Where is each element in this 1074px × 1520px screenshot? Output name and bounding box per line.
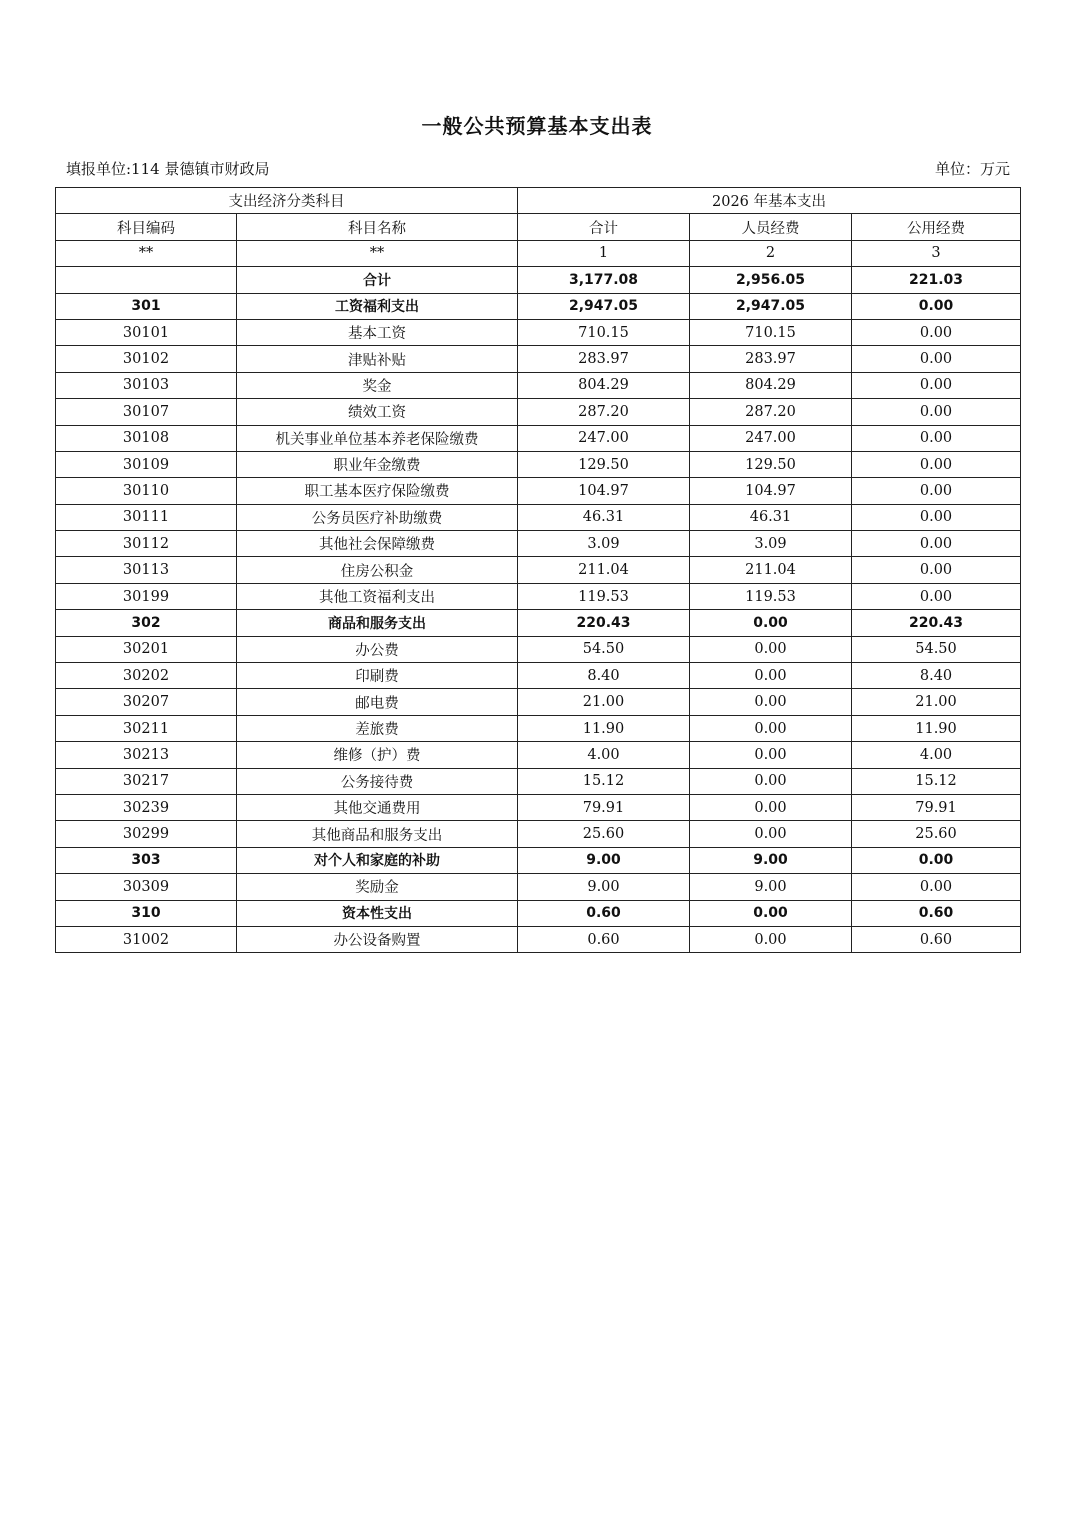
table-row bbox=[56, 425, 1021, 451]
cell-total: 25.60 bbox=[518, 821, 690, 847]
currency-unit: 单位：万元 bbox=[934, 160, 1010, 178]
cell-code: 310 bbox=[56, 900, 237, 926]
cell-personnel: 0.00 bbox=[690, 610, 852, 636]
table-row bbox=[56, 847, 1021, 873]
cell-personnel: 104.97 bbox=[690, 478, 852, 504]
cell-name: 其他交通费用 bbox=[237, 794, 518, 820]
cell-personnel: 0.00 bbox=[690, 768, 852, 794]
index-cell-name: ** bbox=[237, 240, 518, 266]
table-row bbox=[56, 478, 1021, 504]
cell-total: 21.00 bbox=[518, 689, 690, 715]
cell-public: 11.90 bbox=[852, 715, 1021, 741]
cell-personnel: 0.00 bbox=[690, 742, 852, 768]
cell-personnel: 0.00 bbox=[690, 689, 852, 715]
cell-code: 30201 bbox=[56, 636, 237, 662]
cell-total: 54.50 bbox=[518, 636, 690, 662]
table-row bbox=[56, 267, 1021, 293]
table-row bbox=[56, 451, 1021, 477]
cell-public: 25.60 bbox=[852, 821, 1021, 847]
cell-name: 奖金 bbox=[237, 372, 518, 398]
cell-code: 30309 bbox=[56, 874, 237, 900]
header-group-basic-expenditure: 2026 年基本支出 bbox=[518, 188, 1021, 214]
cell-name: 工资福利支出 bbox=[237, 293, 518, 319]
cell-public: 0.00 bbox=[852, 531, 1021, 557]
cell-total: 79.91 bbox=[518, 794, 690, 820]
cell-public: 0.00 bbox=[852, 346, 1021, 372]
cell-name: 绩效工资 bbox=[237, 399, 518, 425]
column-header-code: 科目编码 bbox=[56, 214, 237, 240]
cell-total: 4.00 bbox=[518, 742, 690, 768]
table-row bbox=[56, 293, 1021, 319]
cell-public: 0.00 bbox=[852, 293, 1021, 319]
cell-code: 30110 bbox=[56, 478, 237, 504]
cell-code: 30217 bbox=[56, 768, 237, 794]
cell-public: 21.00 bbox=[852, 689, 1021, 715]
table-row bbox=[56, 742, 1021, 768]
cell-code bbox=[56, 267, 237, 293]
table-row bbox=[56, 689, 1021, 715]
cell-code: 30113 bbox=[56, 557, 237, 583]
cell-total: 8.40 bbox=[518, 663, 690, 689]
cell-personnel: 0.00 bbox=[690, 821, 852, 847]
cell-personnel: 247.00 bbox=[690, 425, 852, 451]
cell-public: 0.00 bbox=[852, 425, 1021, 451]
cell-name: 办公费 bbox=[237, 636, 518, 662]
cell-code: 302 bbox=[56, 610, 237, 636]
cell-public: 0.00 bbox=[852, 557, 1021, 583]
cell-total: 46.31 bbox=[518, 504, 690, 530]
index-cell-personnel: 2 bbox=[690, 240, 852, 266]
cell-name: 对个人和家庭的补助 bbox=[237, 847, 518, 873]
cell-public: 0.60 bbox=[852, 926, 1021, 952]
table-row bbox=[56, 874, 1021, 900]
cell-public: 0.00 bbox=[852, 874, 1021, 900]
cell-code: 30109 bbox=[56, 451, 237, 477]
cell-name: 其他工资福利支出 bbox=[237, 583, 518, 609]
cell-name: 基本工资 bbox=[237, 319, 518, 345]
cell-public: 0.00 bbox=[852, 478, 1021, 504]
cell-total: 11.90 bbox=[518, 715, 690, 741]
cell-total: 804.29 bbox=[518, 372, 690, 398]
table-row bbox=[56, 794, 1021, 820]
cell-name: 其他商品和服务支出 bbox=[237, 821, 518, 847]
header-columns-row bbox=[56, 214, 1021, 240]
cell-name: 差旅费 bbox=[237, 715, 518, 741]
table-row bbox=[56, 372, 1021, 398]
cell-public: 0.00 bbox=[852, 451, 1021, 477]
cell-personnel: 2,956.05 bbox=[690, 267, 852, 293]
cell-public: 0.60 bbox=[852, 900, 1021, 926]
cell-name: 公务员医疗补助缴费 bbox=[237, 504, 518, 530]
cell-total: 2,947.05 bbox=[518, 293, 690, 319]
cell-total: 129.50 bbox=[518, 451, 690, 477]
cell-personnel: 9.00 bbox=[690, 847, 852, 873]
table-row bbox=[56, 926, 1021, 952]
index-cell-total: 1 bbox=[518, 240, 690, 266]
table-row bbox=[56, 610, 1021, 636]
cell-name: 津贴补贴 bbox=[237, 346, 518, 372]
column-header-total: 合计 bbox=[518, 214, 690, 240]
cell-personnel: 287.20 bbox=[690, 399, 852, 425]
index-cell-public: 3 bbox=[852, 240, 1021, 266]
cell-name: 奖励金 bbox=[237, 874, 518, 900]
cell-code: 30299 bbox=[56, 821, 237, 847]
column-header-public: 公用经费 bbox=[852, 214, 1021, 240]
cell-public: 15.12 bbox=[852, 768, 1021, 794]
cell-name: 住房公积金 bbox=[237, 557, 518, 583]
cell-code: 30207 bbox=[56, 689, 237, 715]
cell-personnel: 211.04 bbox=[690, 557, 852, 583]
header-group-row bbox=[56, 188, 1021, 214]
table-row bbox=[56, 319, 1021, 345]
cell-name: 合计 bbox=[237, 267, 518, 293]
cell-total: 3,177.08 bbox=[518, 267, 690, 293]
cell-code: 303 bbox=[56, 847, 237, 873]
cell-name: 职业年金缴费 bbox=[237, 451, 518, 477]
table-row bbox=[56, 399, 1021, 425]
cell-public: 0.00 bbox=[852, 583, 1021, 609]
cell-personnel: 0.00 bbox=[690, 900, 852, 926]
table-row bbox=[56, 768, 1021, 794]
cell-personnel: 0.00 bbox=[690, 636, 852, 662]
table-body bbox=[56, 188, 1021, 953]
cell-personnel: 0.00 bbox=[690, 794, 852, 820]
cell-code: 30101 bbox=[56, 319, 237, 345]
cell-personnel: 710.15 bbox=[690, 319, 852, 345]
cell-total: 9.00 bbox=[518, 847, 690, 873]
cell-total: 0.60 bbox=[518, 926, 690, 952]
table-row bbox=[56, 531, 1021, 557]
cell-public: 4.00 bbox=[852, 742, 1021, 768]
cell-code: 30103 bbox=[56, 372, 237, 398]
cell-code: 30239 bbox=[56, 794, 237, 820]
cell-personnel: 804.29 bbox=[690, 372, 852, 398]
cell-name: 办公设备购置 bbox=[237, 926, 518, 952]
cell-name: 邮电费 bbox=[237, 689, 518, 715]
cell-name: 机关事业单位基本养老保险缴费 bbox=[237, 425, 518, 451]
cell-code: 30111 bbox=[56, 504, 237, 530]
cell-personnel: 119.53 bbox=[690, 583, 852, 609]
cell-name: 公务接待费 bbox=[237, 768, 518, 794]
cell-code: 30213 bbox=[56, 742, 237, 768]
budget-table bbox=[55, 187, 1021, 953]
cell-public: 54.50 bbox=[852, 636, 1021, 662]
cell-code: 30211 bbox=[56, 715, 237, 741]
table-row bbox=[56, 821, 1021, 847]
table-row bbox=[56, 504, 1021, 530]
table-row bbox=[56, 715, 1021, 741]
cell-total: 287.20 bbox=[518, 399, 690, 425]
page-title: 一般公共预算基本支出表 bbox=[421, 114, 653, 138]
cell-public: 220.43 bbox=[852, 610, 1021, 636]
cell-code: 30102 bbox=[56, 346, 237, 372]
cell-name: 商品和服务支出 bbox=[237, 610, 518, 636]
cell-public: 221.03 bbox=[852, 267, 1021, 293]
cell-personnel: 129.50 bbox=[690, 451, 852, 477]
cell-personnel: 0.00 bbox=[690, 663, 852, 689]
cell-public: 79.91 bbox=[852, 794, 1021, 820]
cell-personnel: 3.09 bbox=[690, 531, 852, 557]
cell-public: 8.40 bbox=[852, 663, 1021, 689]
table-row bbox=[56, 900, 1021, 926]
table-row bbox=[56, 583, 1021, 609]
cell-total: 283.97 bbox=[518, 346, 690, 372]
cell-total: 119.53 bbox=[518, 583, 690, 609]
cell-personnel: 0.00 bbox=[690, 926, 852, 952]
header-index-row bbox=[56, 240, 1021, 266]
column-header-name: 科目名称 bbox=[237, 214, 518, 240]
cell-name: 资本性支出 bbox=[237, 900, 518, 926]
cell-code: 301 bbox=[56, 293, 237, 319]
header-group-economic-category: 支出经济分类科目 bbox=[56, 188, 518, 214]
cell-name: 其他社会保障缴费 bbox=[237, 531, 518, 557]
cell-personnel: 283.97 bbox=[690, 346, 852, 372]
cell-personnel: 2,947.05 bbox=[690, 293, 852, 319]
column-header-personnel: 人员经费 bbox=[690, 214, 852, 240]
cell-code: 30107 bbox=[56, 399, 237, 425]
reporting-unit: 填报单位:114 景德镇市财政局 bbox=[66, 160, 270, 178]
cell-total: 15.12 bbox=[518, 768, 690, 794]
cell-code: 31002 bbox=[56, 926, 237, 952]
cell-total: 3.09 bbox=[518, 531, 690, 557]
cell-name: 职工基本医疗保险缴费 bbox=[237, 478, 518, 504]
cell-name: 印刷费 bbox=[237, 663, 518, 689]
cell-total: 710.15 bbox=[518, 319, 690, 345]
cell-code: 30199 bbox=[56, 583, 237, 609]
cell-code: 30108 bbox=[56, 425, 237, 451]
cell-code: 30112 bbox=[56, 531, 237, 557]
cell-total: 104.97 bbox=[518, 478, 690, 504]
cell-total: 220.43 bbox=[518, 610, 690, 636]
cell-public: 0.00 bbox=[852, 319, 1021, 345]
table-row bbox=[56, 636, 1021, 662]
cell-public: 0.00 bbox=[852, 372, 1021, 398]
cell-personnel: 9.00 bbox=[690, 874, 852, 900]
table-row bbox=[56, 346, 1021, 372]
cell-personnel: 46.31 bbox=[690, 504, 852, 530]
cell-total: 9.00 bbox=[518, 874, 690, 900]
cell-public: 0.00 bbox=[852, 504, 1021, 530]
table-row bbox=[56, 663, 1021, 689]
cell-code: 30202 bbox=[56, 663, 237, 689]
cell-name: 维修（护）费 bbox=[237, 742, 518, 768]
cell-total: 211.04 bbox=[518, 557, 690, 583]
cell-total: 247.00 bbox=[518, 425, 690, 451]
cell-public: 0.00 bbox=[852, 399, 1021, 425]
cell-personnel: 0.00 bbox=[690, 715, 852, 741]
cell-total: 0.60 bbox=[518, 900, 690, 926]
table-row bbox=[56, 557, 1021, 583]
cell-public: 0.00 bbox=[852, 847, 1021, 873]
index-cell-code: ** bbox=[56, 240, 237, 266]
